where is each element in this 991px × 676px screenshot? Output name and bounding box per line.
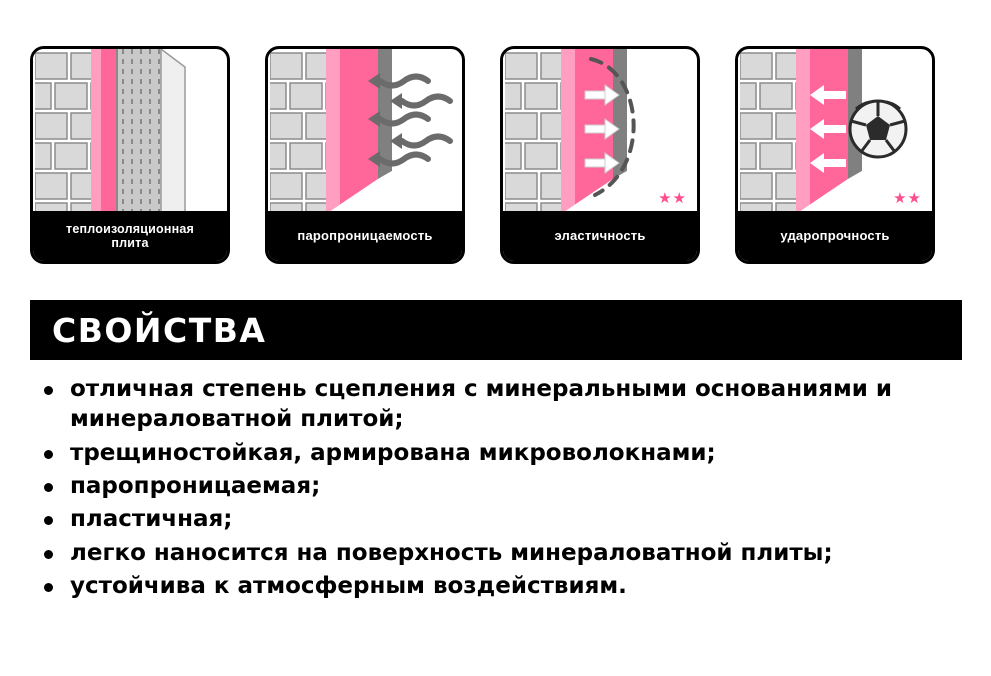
card-caption-vapour-permeability: паропроницаемость: [268, 211, 462, 261]
list-item: отличная степень сцепления с минеральными основаниями и минераловатной плитой;: [36, 374, 962, 435]
feature-cards-row: [30, 46, 935, 264]
illustration-vapour-permeability: [268, 49, 462, 214]
rating-stars-impact-resistance: ★★: [893, 190, 922, 207]
card-thermal-insulation-board[interactable]: [30, 46, 230, 264]
properties-title-bar: [30, 300, 962, 360]
list-item: пластичная;: [36, 504, 962, 534]
card-caption-line-1: теплоизоляционная: [66, 221, 194, 236]
illustration-elasticity: [503, 49, 697, 214]
card-caption-elasticity: эластичность: [503, 211, 697, 261]
properties-section: [30, 300, 962, 605]
list-item: трещиностойкая, армирована микроволокнами;: [36, 438, 962, 468]
rating-stars-elasticity: ★★: [658, 190, 687, 207]
card-impact-resistance[interactable]: [735, 46, 935, 264]
illustration-impact-resistance: [738, 49, 932, 214]
illustration-thermal-insulation-board: [33, 49, 227, 214]
list-item: легко наносится на поверхность минераловатной плиты;: [36, 538, 962, 568]
properties-list: [30, 360, 962, 602]
list-item: устойчива к атмосферным воздействиям.: [36, 571, 962, 601]
properties-title: СВОЙСТВА: [52, 310, 267, 350]
list-item: паропроницаемая;: [36, 471, 962, 501]
card-caption-thermal-insulation-board: [33, 211, 227, 261]
card-caption-line-2: плита: [111, 236, 149, 250]
card-vapour-permeability[interactable]: [265, 46, 465, 264]
card-elasticity[interactable]: [500, 46, 700, 264]
card-caption-impact-resistance: ударопрочность: [738, 211, 932, 261]
